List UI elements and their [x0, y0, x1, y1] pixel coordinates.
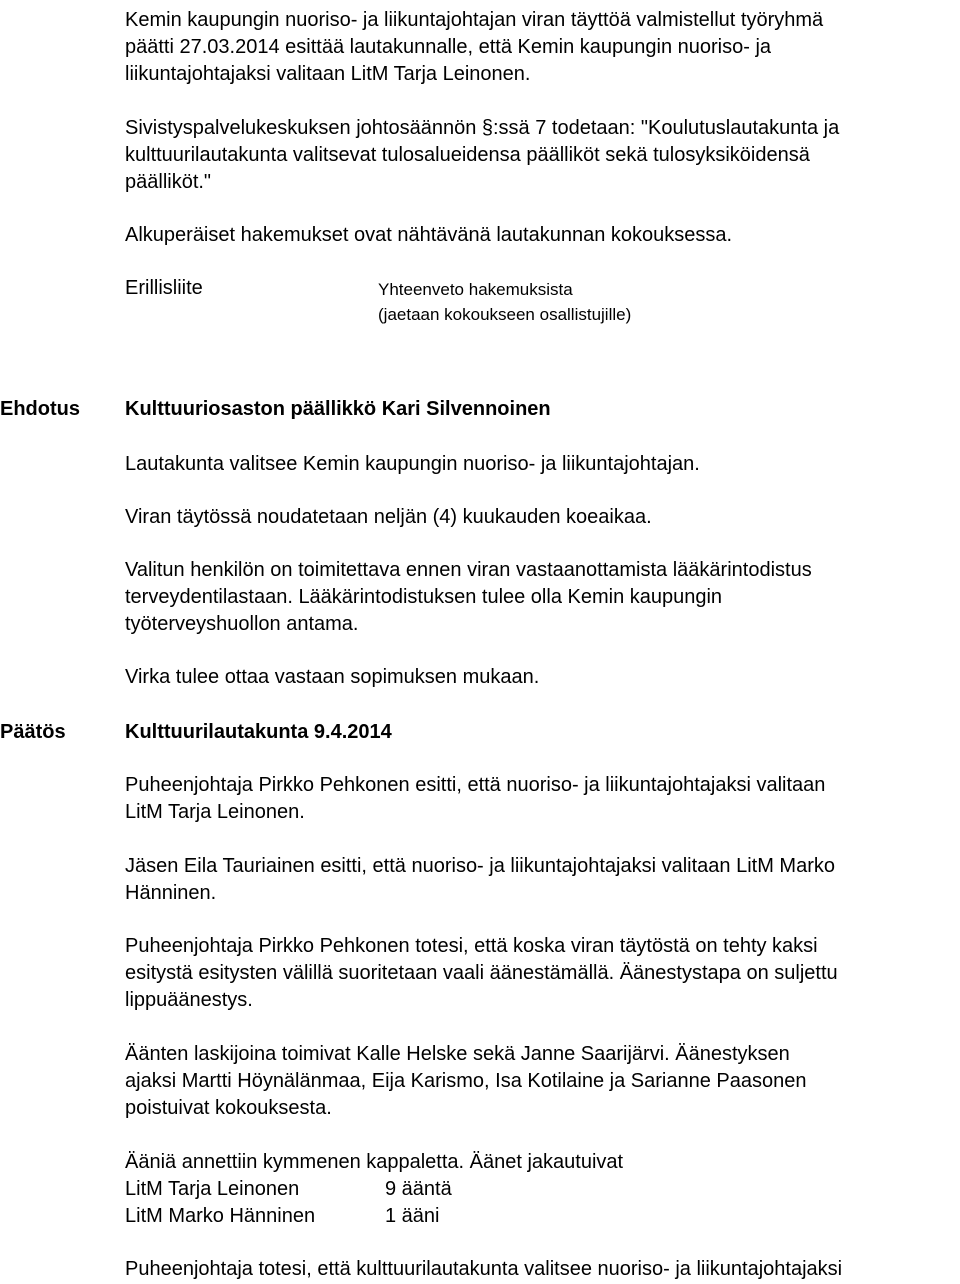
- attachment-note: (jaetaan kokoukseen osallistujille): [378, 305, 632, 324]
- attachment-label-text: Erillisliite: [125, 277, 203, 299]
- proposal-paragraph-4: [125, 664, 960, 691]
- rule-paragraph: [125, 115, 960, 196]
- proposal-p3-line: Valitun henkilön on toimitettava ennen viran vastaanottamista lääkärintodistus: [125, 559, 812, 581]
- decision-paragraph-2: [125, 853, 960, 907]
- decision-side-label: Päätös: [0, 721, 66, 743]
- proposal-p2-text: Viran täytössä noudatetaan neljän (4) kuukauden koeaikaa.: [125, 506, 652, 528]
- originals-note-text: Alkuperäiset hakemukset ovat nähtävänä lautakunnan kokouksessa.: [125, 224, 733, 246]
- proposal-paragraph-1: [125, 451, 960, 478]
- intro-line: päätti 27.03.2014 esittää lautakunnalle, että Kemin kaupungin nuoriso- ja: [125, 36, 772, 58]
- proposal-p1-text: Lautakunta valitsee Kemin kaupungin nuoriso- ja liikuntajohtajan.: [125, 453, 700, 475]
- intro-line: liikuntajohtajaksi valitaan LitM Tarja Leinonen.: [125, 63, 531, 85]
- final-line: [125, 1256, 960, 1283]
- proposal-paragraph-2: [125, 504, 960, 531]
- proposal-p3-line: terveydentilastaan. Lääkärintodistuksen tulee olla Kemin kaupungin: [125, 586, 723, 608]
- decision-p3-line: esitystä esitysten välillä suoritetaan vaali äänestämällä. Äänestystapa on suljettu: [125, 962, 838, 984]
- decision-p2-line: Jäsen Eila Tauriainen esitti, että nuoriso- ja liikuntajohtajaksi valitaan LitM Marko: [125, 855, 835, 877]
- decision-p4-line: poistuivat kokouksesta.: [125, 1097, 332, 1119]
- vote-candidate: LitM Marko Hänninen: [125, 1205, 316, 1227]
- decision-heading: Kulttuurilautakunta 9.4.2014: [125, 721, 392, 743]
- intro-paragraph: [125, 7, 960, 88]
- proposal-p4-text: Virka tulee ottaa vastaan sopimuksen mukaan.: [125, 666, 540, 688]
- rule-line: kulttuurilautakunta valitsevat tulosalueidensa päälliköt sekä tulosyksiköidensä: [125, 144, 810, 166]
- decision-p4-line: Äänten laskijoina toimivat Kalle Helske sekä Janne Saarijärvi. Äänestyksen: [125, 1043, 790, 1065]
- decision-paragraph-3: [125, 933, 960, 1014]
- vote-count: 9 ääntä: [385, 1178, 452, 1200]
- decision-paragraph-4: [125, 1041, 960, 1122]
- rule-line: Sivistyspalvelukeskuksen johtosäännön §:ssä 7 todetaan: "Koulutuslautakunta ja: [125, 117, 840, 139]
- votes-intro: Ääniä annettiin kymmenen kappaletta. Äänet jakautuivat: [125, 1151, 624, 1173]
- proposal-heading: Kulttuuriosaston päällikkö Kari Silvennoinen: [125, 398, 551, 420]
- originals-note: [125, 222, 960, 249]
- attachment-details: [378, 277, 938, 327]
- attachment-title: Yhteenveto hakemuksista: [378, 280, 573, 299]
- proposal-p3-line: työterveyshuollon antama.: [125, 613, 359, 635]
- intro-line: Kemin kaupungin nuoriso- ja liikuntajohtajan viran täyttöä valmistellut työryhmä: [125, 9, 824, 31]
- votes-block: [125, 1149, 960, 1230]
- rule-line: päälliköt.": [125, 171, 212, 193]
- final-line-text: Puheenjohtaja totesi, että kulttuurilautakunta valitsee nuoriso- ja liikuntajohtajaksi: [125, 1258, 843, 1280]
- proposal-side-label: Ehdotus: [0, 398, 80, 420]
- decision-p3-line: lippuäänestys.: [125, 989, 253, 1011]
- decision-p3-line: Puheenjohtaja Pirkko Pehkonen totesi, että koska viran täytöstä on tehty kaksi: [125, 935, 818, 957]
- decision-p1-line: Puheenjohtaja Pirkko Pehkonen esitti, että nuoriso- ja liikuntajohtajaksi valitaan: [125, 774, 826, 796]
- decision-p2-line: Hänninen.: [125, 882, 217, 904]
- decision-p4-line: ajaksi Martti Höynälänmaa, Eija Karismo, Isa Kotilaine ja Sarianne Paasonen: [125, 1070, 807, 1092]
- vote-candidate: LitM Tarja Leinonen: [125, 1178, 300, 1200]
- vote-row: [125, 1203, 960, 1230]
- decision-p1-line: LitM Tarja Leinonen.: [125, 801, 305, 823]
- vote-count: 1 ääni: [385, 1205, 440, 1227]
- proposal-paragraph-3: [125, 557, 960, 638]
- vote-row: [125, 1176, 960, 1203]
- decision-paragraph-1: [125, 772, 960, 826]
